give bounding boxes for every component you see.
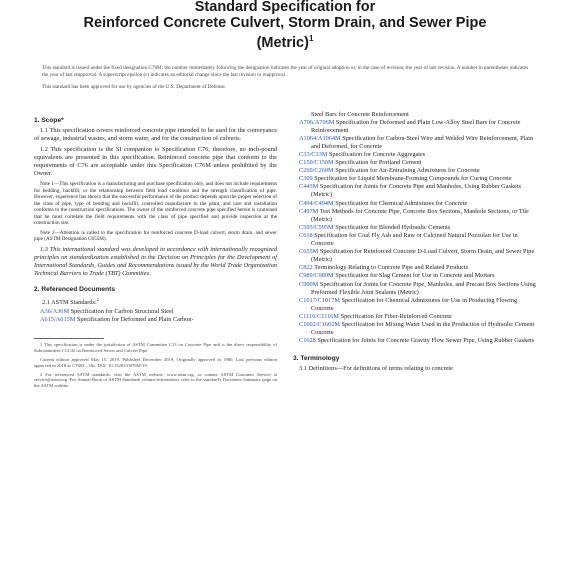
reference-list bbox=[293, 111, 536, 346]
reference-item bbox=[293, 200, 536, 208]
reference-code-link[interactable]: C150/C150M bbox=[299, 159, 334, 167]
reference-item bbox=[293, 264, 536, 272]
reference-item bbox=[293, 175, 536, 183]
reference-code-link[interactable]: C497M bbox=[299, 207, 319, 215]
reference-title: Specification for Concrete Aggregates bbox=[328, 151, 426, 159]
reference-title: Steel Bars for Concrete Reinforcement bbox=[311, 110, 409, 118]
reference-a615-link[interactable]: A615/A615M bbox=[40, 316, 76, 324]
reference-code-link[interactable]: C618 bbox=[299, 231, 313, 239]
reference-item bbox=[293, 248, 536, 264]
two-column-body bbox=[34, 111, 536, 392]
reference-a36-title: Specification for Carbon Structural Steel bbox=[70, 308, 174, 316]
footnote-1: 1 This specification is under the jurisdiction of ASTM Committee C13 on Concrete Pipe and is the direct responsibility of Subcommittee C13.02 on Reinforced Sewer and Culvert Pipe. bbox=[34, 342, 277, 354]
reference-code-link[interactable]: A1064/A1064M bbox=[299, 134, 341, 142]
paragraph-1-3: 1.3 This international standard was developed in accordance with internationally recognized principles on standardization established in the Decision on Principles for the Development of International Standards, Guides and Recommendations issued by the World Trade Organization Technical Barriers to Trade (TBT) Committee. bbox=[34, 245, 277, 277]
reference-a36 bbox=[34, 308, 277, 316]
reference-code-link[interactable]: C990M bbox=[299, 280, 319, 288]
reference-title: Specification for Air-Entraining Admixtures for Concrete bbox=[335, 167, 480, 175]
reference-a36-link[interactable]: A36/A36M bbox=[40, 308, 70, 316]
reference-a615 bbox=[34, 316, 277, 324]
title-footnote-mark: 1 bbox=[308, 34, 314, 43]
reference-code-link[interactable]: C822 bbox=[299, 264, 313, 272]
reference-title: Specification for Chemical Admixtures for Use in Producing Flowing Concrete bbox=[311, 296, 518, 312]
reference-item bbox=[293, 232, 536, 248]
terminology-heading: 3. Terminology bbox=[293, 355, 340, 363]
reference-title: Specification for Fiber-Reinforced Concrete bbox=[340, 312, 452, 320]
reference-item bbox=[293, 183, 536, 199]
reference-title: Specification for Portland Cement bbox=[335, 159, 422, 167]
reference-title: Specification for Liquid Membrane-Forming Compounds for Curing Concrete bbox=[314, 175, 512, 183]
reference-item bbox=[293, 167, 536, 175]
reference-title: Specification for Reinforced Concrete D-Load Culvert, Storm Drain, and Sewer Pipe (Metric) bbox=[311, 248, 535, 264]
paragraph-2-1 bbox=[42, 296, 277, 307]
reference-code-link[interactable]: C309 bbox=[299, 175, 313, 183]
reference-a615-title: Specification for Deformed and Plain Carbon- bbox=[76, 316, 194, 324]
astm-standards-label: 2.1 ASTM Standards: bbox=[42, 299, 97, 307]
left-column bbox=[34, 111, 277, 392]
reference-item bbox=[293, 119, 536, 135]
scope-heading: 1. Scope* bbox=[34, 116, 64, 124]
reference-title: Specification for Chemical Admixtures for Concrete bbox=[335, 199, 468, 207]
paragraph-1-2: 1.2 This specification is the SI companion to Specification C76; therefore, no inch-pound equivalents are presented in this specification. Reinforced concrete pipe that conform to the requirements of C76 are acceptable under this Specification C76M unless prohibited by the Owner. bbox=[34, 145, 277, 178]
reference-item bbox=[293, 224, 536, 232]
title-block bbox=[34, 0, 536, 51]
footnote-divider bbox=[34, 338, 104, 339]
reference-item bbox=[293, 151, 536, 159]
reference-title: Specification for Slag Cement for Use in Concrete and Mortars bbox=[335, 272, 495, 280]
reference-title: Specification for Joints for Concrete Pipe and Manholes, Using Rubber Gaskets (Metric) bbox=[311, 183, 522, 199]
reference-item bbox=[293, 337, 536, 345]
reference-code-link[interactable]: C655M bbox=[299, 248, 319, 256]
reference-item bbox=[293, 159, 536, 167]
reference-code-link[interactable]: C1116/C1116M bbox=[299, 312, 340, 320]
reference-title: Specification for Joints for Concrete Pipe, Manholes, and Precast Box Sections Using Preformed Flexible Joint Sealants (Metric) bbox=[311, 280, 536, 296]
note-1: Note 1—This specification is a manufacturing and purchase specification only, and does not include requirements for bedding, backfill, or the relationship between field load condition and the strength classification of pipe. However, experience has shown that the successful performance of the product depends upon the proper selection of the class of pipe, type of bedding and backfill, controlled manufacture in the plant, and care and installation conforms to the construction specifications. The owner of the reinforced concrete pipe specified herein is cautioned that he must correlate the field requirements with the class of pipe specified and provide inspection at the construction site. bbox=[34, 181, 277, 227]
reference-title: Specification for Coal Fly Ash and Raw or Calcined Natural Pozzolan for Use in Concrete bbox=[311, 231, 518, 248]
reference-title: Specification for Deformed and Plain Low-Alloy Steel Bars for Concrete Reinforcement bbox=[311, 118, 521, 134]
reference-code-link[interactable]: C443M bbox=[299, 183, 319, 191]
reference-code-link[interactable]: C1628 bbox=[299, 337, 316, 345]
note-2: Note 2—Attention is called to the specification for reinforced concrete D-load culvert, storm drain, and sewer pipe (ASTM Designation C655M). bbox=[34, 229, 277, 243]
reference-item bbox=[293, 272, 536, 280]
right-column bbox=[293, 111, 536, 392]
footnote-2: 2 For referenced ASTM standards, visit the ASTM website, www.astm.org, or contact ASTM Customer Service at service@astm.org. For Annual Book of ASTM Standards volume information, refer to the standard's Document Summary page on the ASTM website. bbox=[34, 371, 277, 389]
reference-title: Specification for Mixing Water Used in the Production of Hydraulic Cement Concrete bbox=[311, 320, 535, 337]
reference-item bbox=[293, 208, 536, 224]
reference-item bbox=[293, 135, 536, 151]
footnote-mark-2: 2 bbox=[96, 296, 100, 302]
document-title bbox=[34, 0, 536, 51]
reference-title: Specification for Carbon-Steel Wire and Welded Wire Reinforcement, Plain and Deformed, for Concrete bbox=[311, 134, 534, 150]
reference-code-link[interactable]: C1602/C1602M bbox=[299, 320, 340, 328]
reference-item bbox=[293, 313, 536, 321]
reference-code-link[interactable]: C494/C494M bbox=[299, 199, 334, 207]
referenced-documents-heading: 2. Referenced Documents bbox=[34, 285, 115, 293]
title-line-2: Reinforced Concrete Culvert, Storm Drain, and Sewer Pipe bbox=[83, 14, 487, 31]
reference-item bbox=[293, 321, 536, 337]
paragraph-1-1: 1.1 This specification covers reinforced concrete pipe intended to be used for the conveyance of sewage, industrial wastes, and storm water, and for the construction of culverts. bbox=[34, 126, 277, 142]
dod-notice: This standard has been approved for use by agencies of the U.S. Department of Defense. bbox=[42, 84, 226, 91]
reference-code-link[interactable]: C595/C595M bbox=[299, 223, 334, 231]
reference-title: Terminology Relating to Concrete Pipe and Related Products bbox=[314, 264, 469, 272]
reference-title: Specification for Joints for Concrete Gravity Flow Sewer Pipe, Using Rubber Gaskets bbox=[317, 337, 535, 345]
reference-item bbox=[293, 297, 536, 313]
title-line-3: (Metric) bbox=[256, 34, 309, 51]
footnote-edition: Current edition approved May 15, 2019. Published December 2019. Originally approved in 1980. Last previous edition approved in 2018 as C76M – 18a. DOI: 10.1520/C0076M-19. bbox=[34, 356, 277, 368]
reference-item bbox=[293, 281, 536, 297]
reference-title: Specification for Blended Hydraulic Cements bbox=[335, 223, 451, 231]
designation-notice: This standard is issued under the fixed designation C76M; the number immediately following the designation indicates the year of original adoption or, in the case of revision, the year of last revision. A number in parentheses indicates the year of last reapproval. A superscript epsilon (ε) indicates an editorial change since the last revision or reapproval. bbox=[42, 65, 528, 78]
reference-title: Test Methods for Concrete Pipe, Concrete Box Sections, Manhole Sections, or Tile (Metric) bbox=[311, 207, 529, 223]
reference-code-link[interactable]: C260/C260M bbox=[299, 167, 334, 175]
reference-item bbox=[293, 111, 536, 119]
reference-code-link[interactable]: C1017/C1017M bbox=[299, 296, 340, 304]
reference-code-link[interactable]: C989/C989M bbox=[299, 272, 334, 280]
reference-code-link[interactable]: A706/A706M bbox=[299, 118, 335, 126]
paragraph-3-1: 3.1 Definitions—For definitions of terms relating to concrete bbox=[299, 365, 453, 373]
title-line-1: Standard Specification for bbox=[194, 0, 376, 15]
reference-code-link[interactable]: C33/C33M bbox=[299, 151, 328, 159]
